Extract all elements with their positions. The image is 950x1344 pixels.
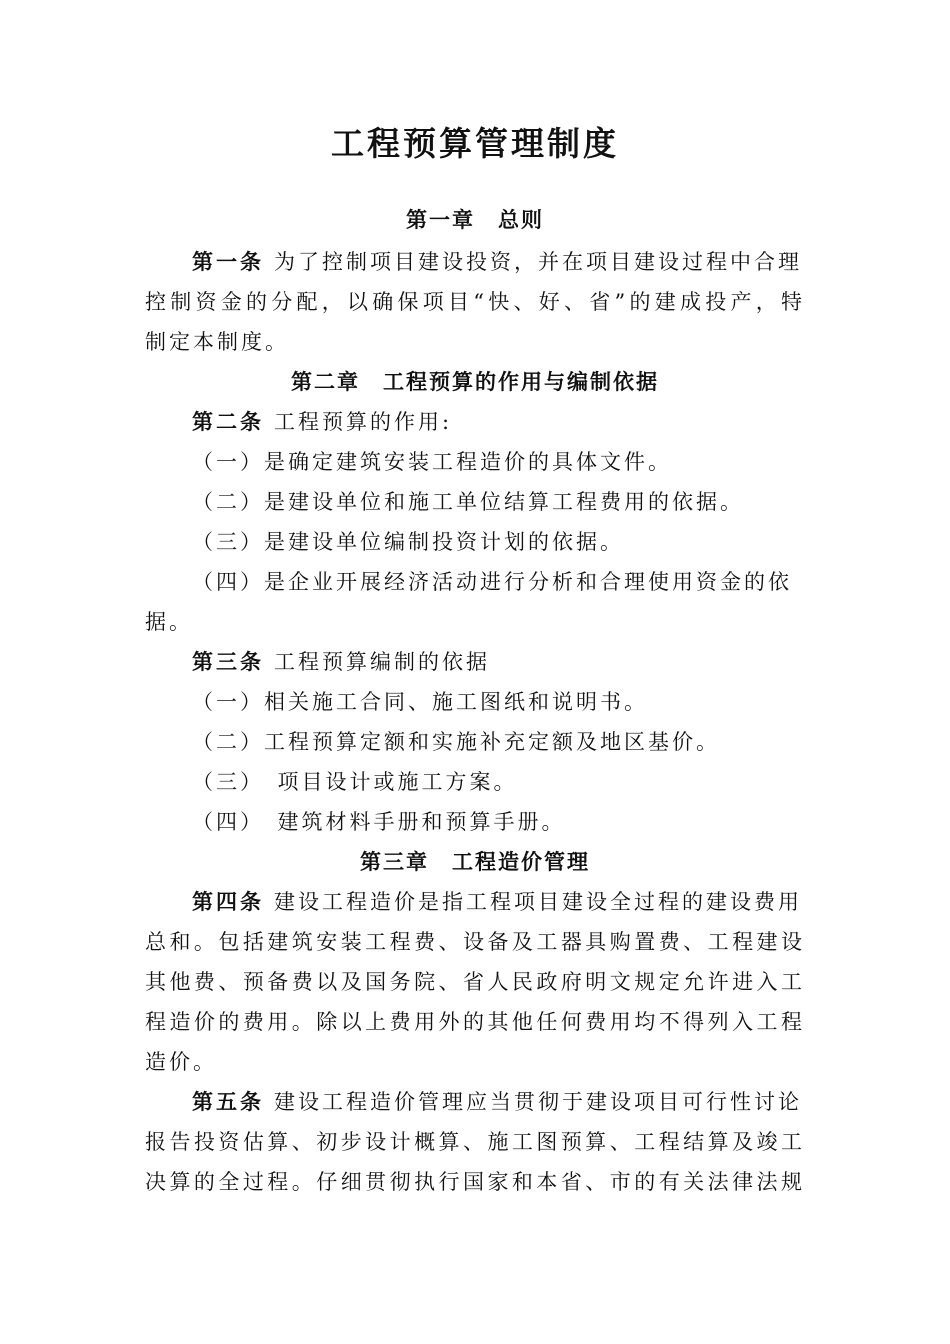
- article-1-text: 为了控制项目建设投资，并在项目建设过程中合理: [274, 250, 802, 274]
- article-3-item-4: （四） 建筑材料手册和预算手册。: [192, 810, 566, 834]
- article-5-line-3: 决算的全过程。仔细贯彻执行国家和本省、市的有关法律法规: [145, 1170, 805, 1194]
- article-2-label: 第二条: [192, 409, 264, 434]
- chapter-3-heading: 第三章 工程造价管理: [360, 849, 590, 874]
- article-3-intro: [192, 646, 490, 676]
- chapter-1-heading: 第一章 总则: [406, 207, 544, 232]
- article-3-item-1: （一）相关施工合同、施工图纸和说明书。: [192, 690, 648, 714]
- article-3-label: 第三条: [192, 649, 264, 674]
- article-4-text: 建设工程造价是指工程项目建设全过程的建设费用: [274, 890, 802, 914]
- article-3-item-3: （三） 项目设计或施工方案。: [192, 770, 518, 794]
- article-2-item-1: （一）是确定建筑安装工程造价的具体文件。: [192, 450, 672, 474]
- article-4-line-5: 造价。: [145, 1050, 217, 1074]
- article-1-line-3: 制定本制度。: [145, 330, 289, 354]
- article-1-line-1: [192, 246, 802, 276]
- article-5-line-1: [192, 1086, 802, 1116]
- article-4-line-4: 程造价的费用。除以上费用外的其他任何费用均不得列入工程: [145, 1010, 805, 1034]
- article-2-item-4: （四）是企业开展经济活动进行分析和合理使用资金的依: [192, 570, 792, 594]
- chapter-2-heading: 第二章 工程预算的作用与编制依据: [291, 369, 659, 394]
- article-2-item-3: （三）是建设单位编制投资计划的依据。: [192, 530, 624, 554]
- article-2-item-2: （二）是建设单位和施工单位结算工程费用的依据。: [192, 490, 744, 514]
- article-5-label: 第五条: [192, 1089, 264, 1114]
- article-2-intro: [192, 406, 452, 436]
- document-title: 工程预算管理制度: [331, 124, 619, 163]
- article-2-text: 工程预算的作用:: [274, 410, 453, 434]
- article-4-line-3: 其他费、预备费以及国务院、省人民政府明文规定允许进入工: [145, 970, 805, 994]
- article-3-text: 工程预算编制的依据: [274, 650, 490, 674]
- article-2-item-4-cont: 据。: [145, 610, 193, 634]
- article-1-line-2: 控制资金的分配，以确保项目“快、好、省”的建成投产，特: [145, 290, 805, 314]
- article-4-line-2: 总和。包括建筑安装工程费、设备及工器具购置费、工程建设: [145, 930, 805, 954]
- article-4-label: 第四条: [192, 889, 264, 914]
- article-3-item-2: （二）工程预算定额和实施补充定额及地区基价。: [192, 730, 720, 754]
- article-5-text: 建设工程造价管理应当贯彻于建设项目可行性讨论: [274, 1090, 802, 1114]
- article-4-line-1: [192, 886, 802, 916]
- article-5-line-2: 报告投资估算、初步设计概算、施工图预算、工程结算及竣工: [145, 1130, 805, 1154]
- article-1-label: 第一条: [192, 249, 264, 274]
